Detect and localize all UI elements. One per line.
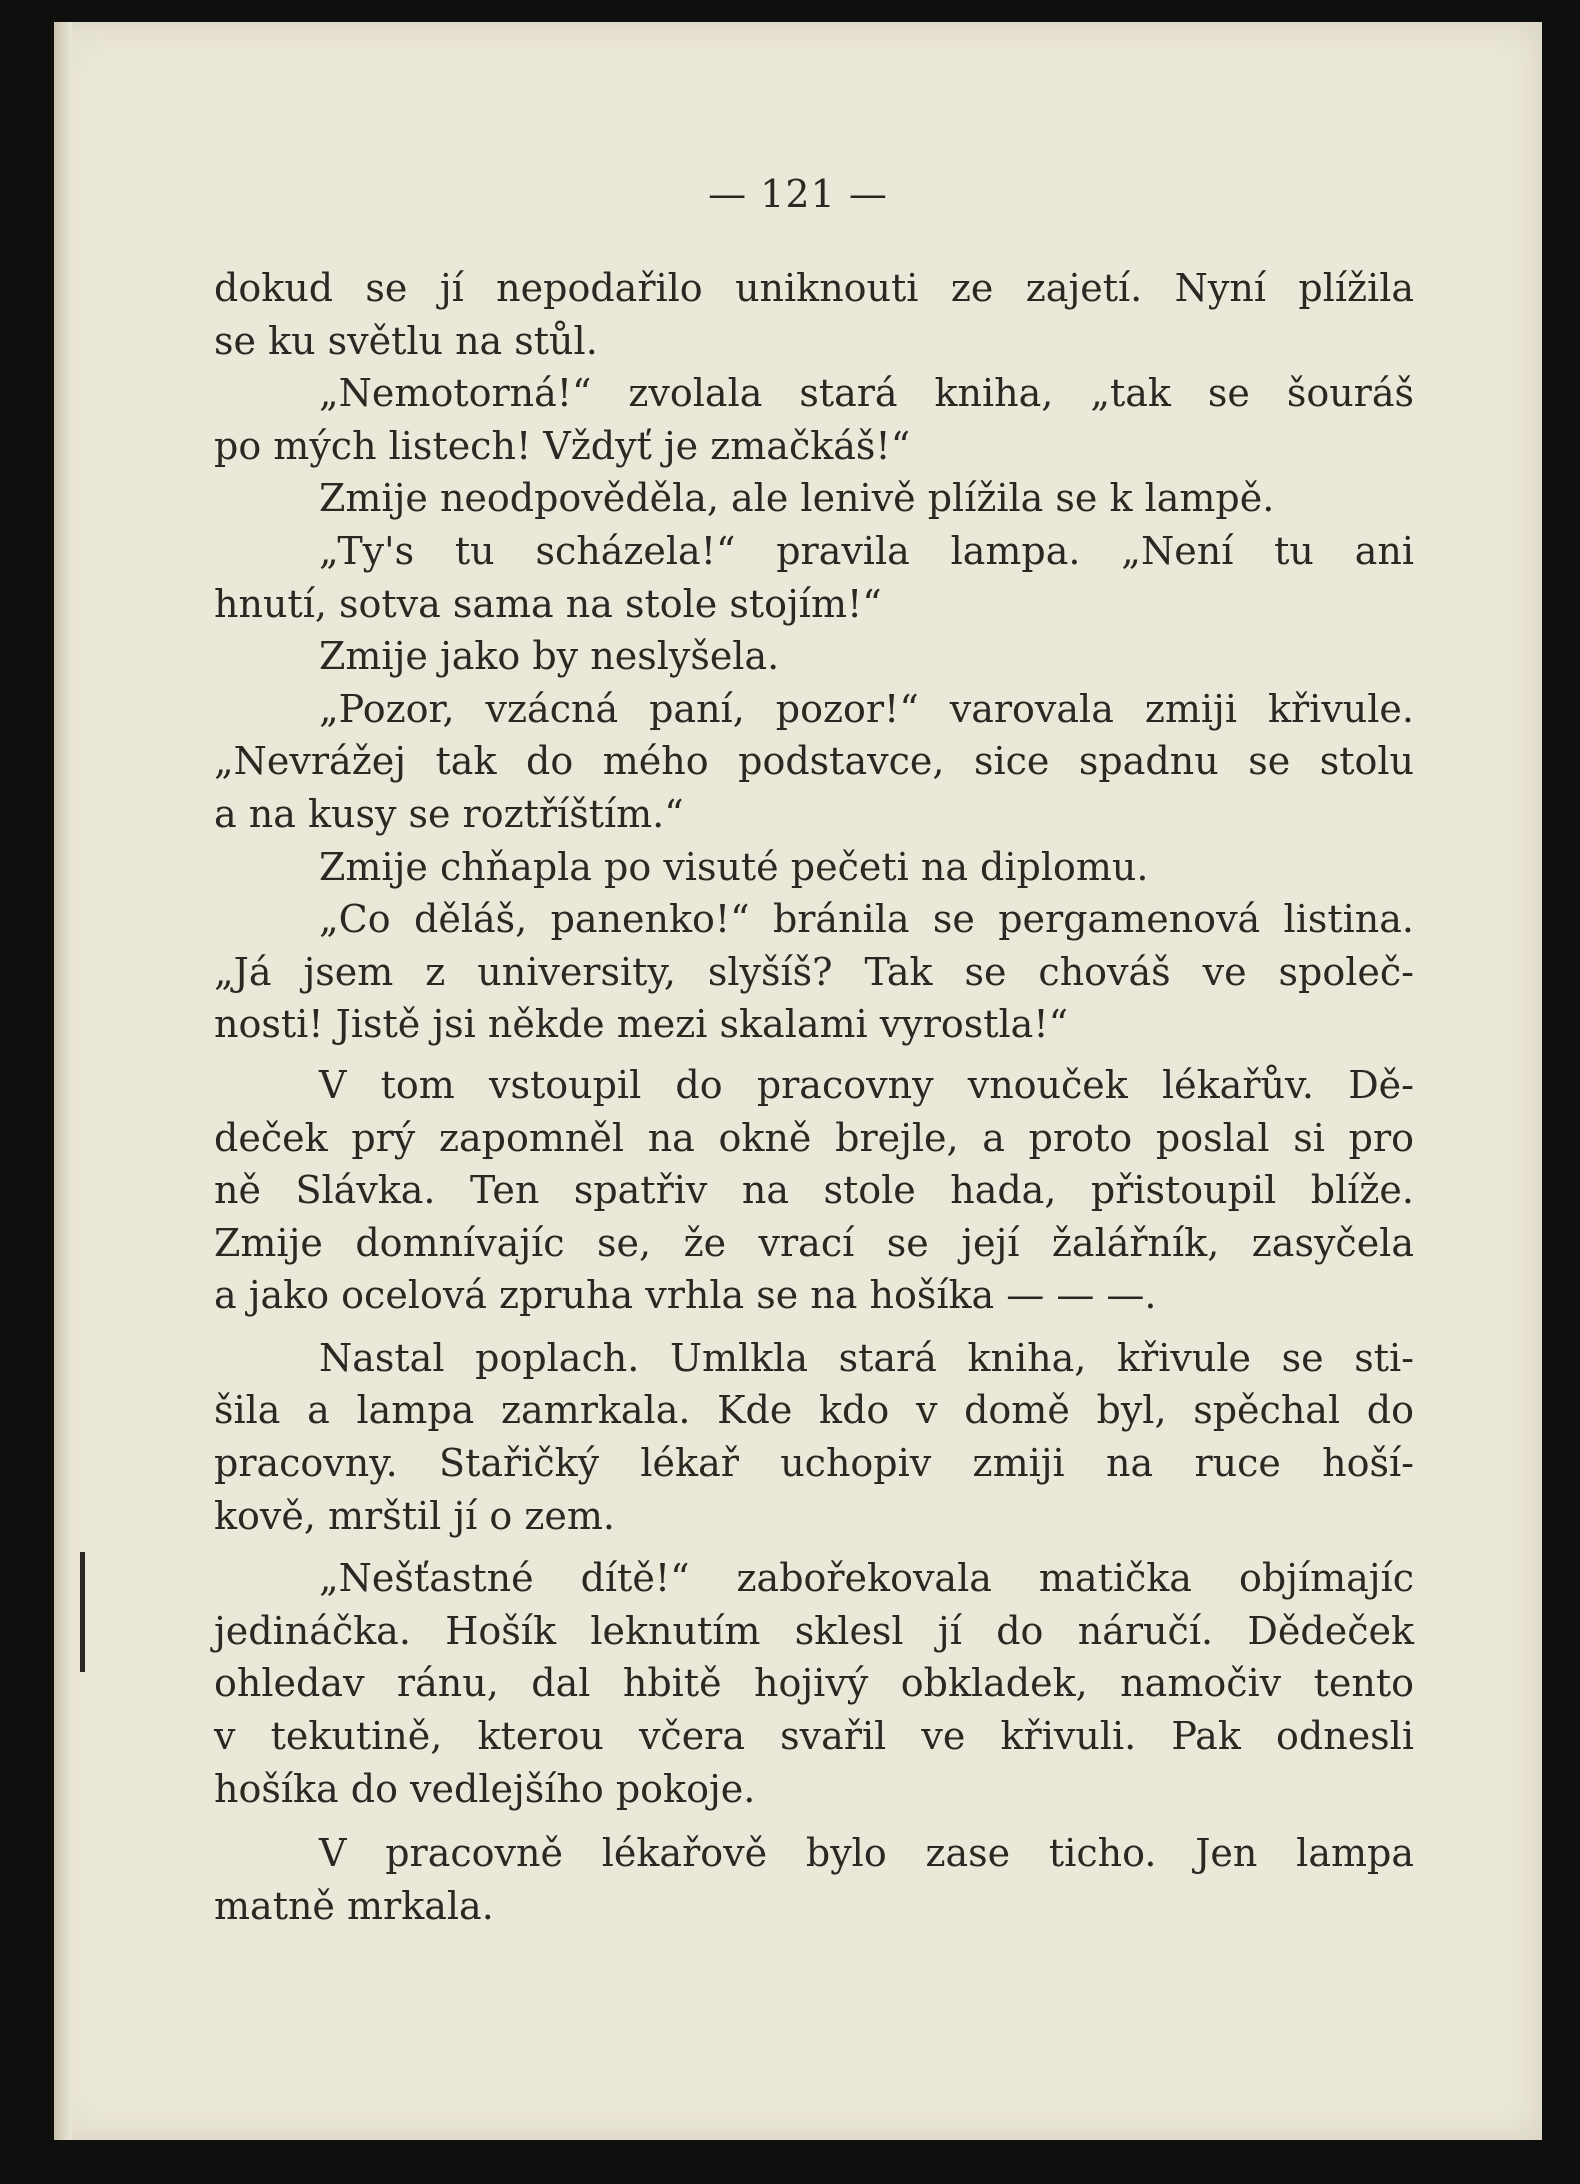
text-line: „Ty's tu scházela!“ pravila lampa. „Není tu ani xyxy=(319,528,1414,573)
text-line: dokud se jí nepodařilo uniknouti ze zajetí. Nyní plížila xyxy=(214,266,1414,310)
page-gutter xyxy=(54,22,72,2140)
page-number: — 121 — xyxy=(708,172,888,216)
text-line: Zmije chňapla po visuté pečeti na diplomu. xyxy=(319,844,1149,889)
text-line: V pracovně lékařově bylo zase ticho. Jen lampa xyxy=(319,1831,1414,1876)
text-line: ně Slávka. Ten spatřiv na stole hada, přistoupil blíže. xyxy=(214,1168,1414,1213)
text-line: v tekutině, kterou včera svařil ve křivuli. Pak odnesli xyxy=(214,1714,1414,1759)
text-line: „Já jsem z university, slyšíš? Tak se chováš ve společ- xyxy=(214,949,1414,994)
binding-shadow xyxy=(80,1552,85,1672)
text-line: hnutí, sotva sama na stole stojím!“ xyxy=(214,581,882,626)
text-line: „Nemotorná!“ zvolala stará kniha, „tak se šouráš xyxy=(319,371,1414,416)
text-line: „Co děláš, panenko!“ bránila se pergamenová listina. xyxy=(319,897,1414,942)
text-line: „Nešťastné dítě!“ zabořekovala matička objímajíc xyxy=(319,1556,1414,1601)
text-line: jedináčka. Hošík leknutím sklesl jí do náručí. Dědeček xyxy=(214,1608,1414,1653)
text-line: Zmije jako by neslyšela. xyxy=(319,634,780,679)
text-line: pracovny. Stařičký lékař uchopiv zmiji na ruce hoší- xyxy=(214,1441,1414,1486)
text-line: a na kusy se roztříštím.“ xyxy=(214,791,684,836)
text-line: „Nevrážej tak do mého podstavce, sice spadnu se stolu xyxy=(214,739,1414,784)
text-line: matně mrkala. xyxy=(214,1883,494,1928)
text-line: Zmije domnívajíc se, že vrací se její žalářník, zasyčela xyxy=(214,1220,1414,1265)
text-line: šila a lampa zamrkala. Kde kdo v domě byl, spěchal do xyxy=(214,1388,1414,1433)
text-line: „Pozor, vzácná paní, pozor!“ varovala zmiji křivule. xyxy=(319,686,1414,731)
text-line: V tom vstoupil do pracovny vnouček lékařův. Dě- xyxy=(319,1062,1414,1107)
text-line: se ku světlu na stůl. xyxy=(214,318,598,363)
text-line: hošíka do vedlejšího pokoje. xyxy=(214,1766,756,1811)
text-line: Nastal poplach. Umlkla stará kniha, křivule se sti- xyxy=(319,1335,1414,1380)
body-text xyxy=(214,262,1414,1932)
text-line: Zmije neodpověděla, ale lenivě plížila se k lampě. xyxy=(319,476,1275,521)
text-line: po mých listech! Vždyť je zmačkáš!“ xyxy=(214,423,911,468)
book-page xyxy=(54,22,1542,2140)
text-line: ohledav ránu, dal hbitě hojivý obkladek, namočiv tento xyxy=(214,1661,1414,1706)
text-line: kově, mrštil jí o zem. xyxy=(214,1493,615,1538)
text-line: nosti! Jistě jsi někde mezi skalami vyrostla!“ xyxy=(214,1002,1069,1047)
text-line: a jako ocelová zpruha vrhla se na hošíka — — —. xyxy=(214,1273,1157,1318)
text-line: deček prý zapomněl na okně brejle, a proto poslal si pro xyxy=(214,1115,1414,1160)
